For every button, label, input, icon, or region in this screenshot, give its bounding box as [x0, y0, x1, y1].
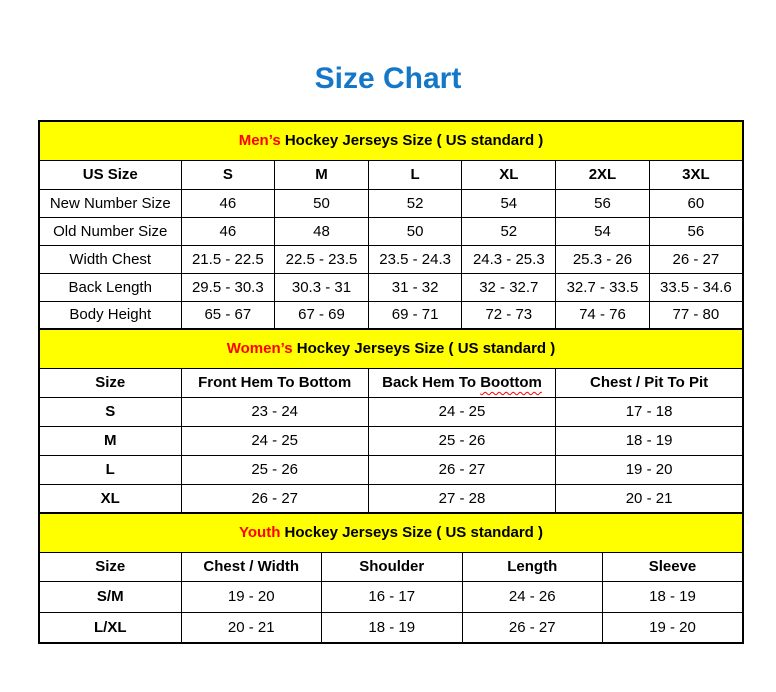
size-cell: 32.7 - 33.5 — [556, 273, 650, 301]
womens-column-header-1: Front Hem To Bottom — [181, 368, 368, 397]
table-row — [39, 397, 743, 426]
size-chart-tables — [38, 120, 744, 644]
mens-heading-text: Hockey Jerseys Size ( US standard ) — [280, 132, 544, 150]
womens-heading-text: Hockey Jerseys Size ( US standard ) — [292, 340, 556, 358]
size-cell: 23.5 - 24.3 — [368, 245, 462, 273]
size-cell: 26 - 27 — [649, 245, 743, 273]
size-cell: 72 - 73 — [462, 301, 556, 329]
table-row — [39, 484, 743, 513]
size-cell: 26 - 27 — [462, 612, 603, 643]
womens-heading-highlight: Women’s — [226, 340, 293, 358]
mens-section-band — [39, 121, 743, 160]
size-cell: 52 — [368, 189, 462, 217]
size-cell: 50 — [368, 217, 462, 245]
size-cell: 26 - 27 — [368, 455, 555, 484]
size-cell: 67 - 69 — [275, 301, 369, 329]
size-cell: 56 — [556, 189, 650, 217]
youth-column-header-3: Length — [462, 552, 603, 581]
size-cell: 20 - 21 — [556, 484, 743, 513]
size-cell: 24 - 25 — [181, 426, 368, 455]
womens-section-heading — [39, 329, 743, 368]
row-label: Old Number Size — [39, 217, 181, 245]
row-label: XL — [39, 484, 181, 513]
size-cell: 65 - 67 — [181, 301, 275, 329]
youth-section-heading — [39, 513, 743, 552]
size-cell: 25 - 26 — [368, 426, 555, 455]
misspelled-word: Boottom — [480, 374, 542, 391]
size-cell: 27 - 28 — [368, 484, 555, 513]
size-cell: 69 - 71 — [368, 301, 462, 329]
size-cell: 24.3 - 25.3 — [462, 245, 556, 273]
size-cell: 46 — [181, 189, 275, 217]
table-row — [39, 301, 743, 329]
column-header-text: Back Hem To — [382, 374, 481, 391]
mens-column-header-5: 2XL — [556, 160, 650, 189]
size-cell: 23 - 24 — [181, 397, 368, 426]
size-cell: 17 - 18 — [556, 397, 743, 426]
mens-column-header-1: S — [181, 160, 275, 189]
size-cell: 20 - 21 — [181, 612, 322, 643]
size-cell: 18 - 19 — [322, 612, 463, 643]
table-row — [39, 245, 743, 273]
row-label: New Number Size — [39, 189, 181, 217]
row-label: S — [39, 397, 181, 426]
womens-column-header-2 — [368, 368, 555, 397]
size-cell: 56 — [649, 217, 743, 245]
size-cell: 30.3 - 31 — [275, 273, 369, 301]
youth-heading-highlight: Youth — [239, 524, 281, 542]
table-row — [39, 189, 743, 217]
size-cell: 19 - 20 — [603, 612, 744, 643]
table-row — [39, 581, 743, 612]
size-cell: 22.5 - 23.5 — [275, 245, 369, 273]
row-label: L — [39, 455, 181, 484]
size-cell: 77 - 80 — [649, 301, 743, 329]
size-cell: 25.3 - 26 — [556, 245, 650, 273]
womens-column-header-0: Size — [39, 368, 181, 397]
mens-column-header-0: US Size — [39, 160, 181, 189]
row-label: Body Height — [39, 301, 181, 329]
table-row — [39, 217, 743, 245]
womens-column-header-row — [39, 368, 743, 397]
size-cell: 29.5 - 30.3 — [181, 273, 275, 301]
womens-section-band — [39, 329, 743, 368]
row-label: L/XL — [39, 612, 181, 643]
size-cell: 48 — [275, 217, 369, 245]
womens-size-table — [38, 328, 744, 514]
mens-column-header-4: XL — [462, 160, 556, 189]
table-row — [39, 426, 743, 455]
size-cell: 18 - 19 — [603, 581, 744, 612]
mens-column-header-2: M — [275, 160, 369, 189]
size-cell: 16 - 17 — [322, 581, 463, 612]
size-cell: 24 - 26 — [462, 581, 603, 612]
size-cell: 46 — [181, 217, 275, 245]
size-cell: 50 — [275, 189, 369, 217]
youth-column-header-0: Size — [39, 552, 181, 581]
row-label: Width Chest — [39, 245, 181, 273]
size-cell: 26 - 27 — [181, 484, 368, 513]
size-cell: 74 - 76 — [556, 301, 650, 329]
youth-column-header-row — [39, 552, 743, 581]
size-cell: 21.5 - 22.5 — [181, 245, 275, 273]
size-cell: 60 — [649, 189, 743, 217]
mens-size-table — [38, 120, 744, 330]
size-cell: 19 - 20 — [556, 455, 743, 484]
size-cell: 24 - 25 — [368, 397, 555, 426]
size-cell: 31 - 32 — [368, 273, 462, 301]
size-cell: 19 - 20 — [181, 581, 322, 612]
mens-column-header-6: 3XL — [649, 160, 743, 189]
mens-column-header-3: L — [368, 160, 462, 189]
row-label: S/M — [39, 581, 181, 612]
youth-column-header-2: Shoulder — [322, 552, 463, 581]
table-row — [39, 455, 743, 484]
table-row — [39, 273, 743, 301]
mens-heading-highlight: Men’s — [238, 132, 281, 150]
mens-column-header-row — [39, 160, 743, 189]
size-cell: 52 — [462, 217, 556, 245]
size-cell: 54 — [556, 217, 650, 245]
size-cell: 33.5 - 34.6 — [649, 273, 743, 301]
row-label: Back Length — [39, 273, 181, 301]
size-cell: 25 - 26 — [181, 455, 368, 484]
table-row — [39, 612, 743, 643]
size-cell: 18 - 19 — [556, 426, 743, 455]
row-label: M — [39, 426, 181, 455]
page-title: Size Chart — [314, 62, 462, 95]
size-cell: 32 - 32.7 — [462, 273, 556, 301]
youth-size-table — [38, 512, 744, 644]
youth-heading-text: Hockey Jerseys Size ( US standard ) — [280, 524, 543, 542]
youth-column-header-1: Chest / Width — [181, 552, 322, 581]
size-cell: 54 — [462, 189, 556, 217]
youth-column-header-4: Sleeve — [603, 552, 744, 581]
mens-section-heading — [39, 121, 743, 160]
youth-section-band — [39, 513, 743, 552]
womens-column-header-3: Chest / Pit To Pit — [556, 368, 743, 397]
